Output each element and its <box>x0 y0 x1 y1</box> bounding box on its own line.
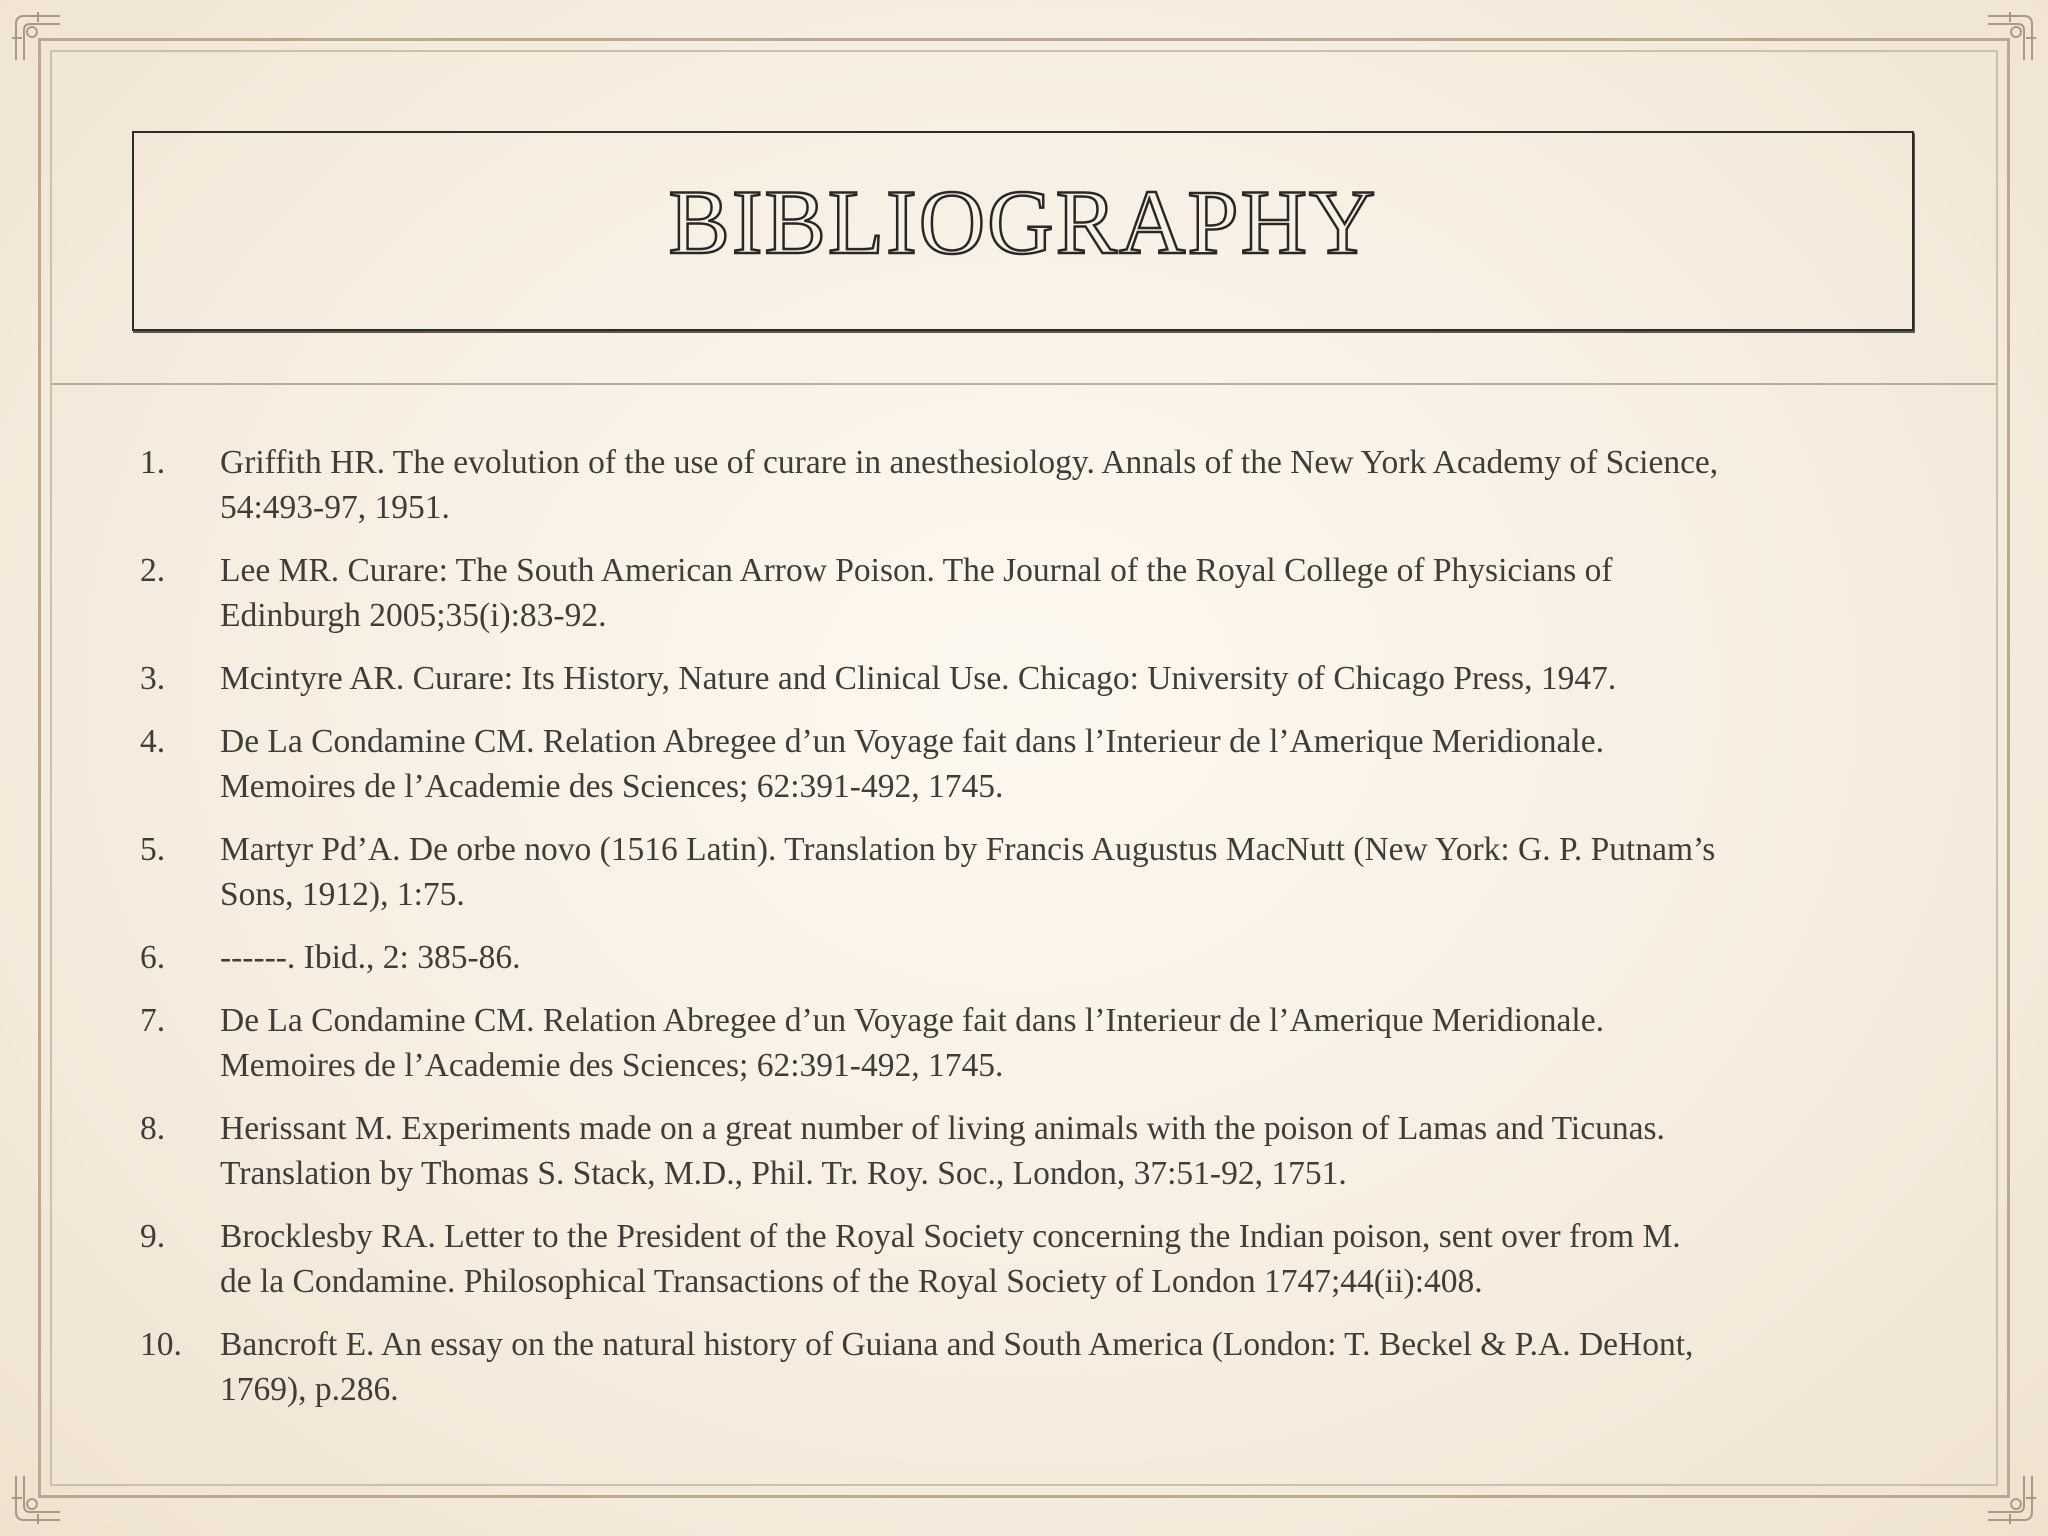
list-item <box>140 1106 1920 1196</box>
list-item <box>140 827 1920 917</box>
corner-ornament-icon <box>1982 1470 2038 1526</box>
list-item <box>140 935 1920 980</box>
list-item <box>140 1214 1920 1304</box>
reference-text-line: De La Condamine CM. Relation Abregee d’un Voyage fait dans l’Interieur de l’Amerique Meridionale. <box>220 1002 1604 1039</box>
reference-text-line: Martyr Pd’A. De orbe novo (1516 Latin). Translation by Francis Augustus MacNutt (New York: G. P. Putnam’s <box>220 831 1716 868</box>
reference-number: 2. <box>140 552 166 589</box>
divider <box>52 383 1996 385</box>
list-item <box>140 719 1920 809</box>
reference-text-line: 54:493-97, 1951. <box>220 489 450 526</box>
corner-ornament-icon <box>1982 10 2038 66</box>
reference-text-line: Memoires de l’Academie des Sciences; 62:391-492, 1745. <box>220 1047 1004 1084</box>
reference-number: 3. <box>140 660 166 697</box>
reference-number: 4. <box>140 723 166 760</box>
list-item <box>140 998 1920 1088</box>
reference-number: 9. <box>140 1218 166 1255</box>
reference-text-line: Bancroft E. An essay on the natural history of Guiana and South America (London: T. Beckel & P.A. DeHont, <box>220 1326 1694 1363</box>
page-title: BIBLIOGRAPHY <box>668 171 1378 273</box>
reference-text-line: Herissant M. Experiments made on a great number of living animals with the poison of Lamas and Ticunas. <box>220 1110 1665 1147</box>
reference-text-line: 1769), p.286. <box>220 1371 399 1408</box>
reference-number: 1. <box>140 444 166 481</box>
list-item <box>140 440 1920 530</box>
corner-ornament-icon <box>10 10 66 66</box>
reference-number: 6. <box>140 939 166 976</box>
list-item <box>140 656 1920 701</box>
reference-number: 5. <box>140 831 166 868</box>
reference-text-line: Brocklesby RA. Letter to the President of the Royal Society concerning the Indian poison, sent over from M. <box>220 1218 1681 1255</box>
reference-text-line: Mcintyre AR. Curare: Its History, Nature and Clinical Use. Chicago: University of Chicago Press, 1947. <box>220 660 1617 697</box>
reference-text-line: Lee MR. Curare: The South American Arrow Poison. The Journal of the Royal College of Physicians of <box>220 552 1613 589</box>
reference-text-line: Griffith HR. The evolution of the use of curare in anesthesiology. Annals of the New York Academy of Science, <box>220 444 1719 481</box>
corner-ornament-icon <box>10 1470 66 1526</box>
reference-text-line: Sons, 1912), 1:75. <box>220 876 465 913</box>
reference-number: 7. <box>140 1002 166 1039</box>
reference-text-line: De La Condamine CM. Relation Abregee d’un Voyage fait dans l’Interieur de l’Amerique Meridionale. <box>220 723 1604 760</box>
reference-list <box>140 440 1920 1430</box>
reference-text-line: ------. Ibid., 2: 385-86. <box>220 939 521 976</box>
title-box <box>132 131 1914 331</box>
reference-number: 8. <box>140 1110 166 1147</box>
reference-number: 10. <box>140 1326 182 1363</box>
reference-text-line: Edinburgh 2005;35(i):83-92. <box>220 597 607 634</box>
reference-text-line: Memoires de l’Academie des Sciences; 62:391-492, 1745. <box>220 768 1004 805</box>
reference-text-line: Translation by Thomas S. Stack, M.D., Phil. Tr. Roy. Soc., London, 37:51-92, 1751. <box>220 1155 1347 1192</box>
list-item <box>140 548 1920 638</box>
list-item <box>140 1322 1920 1412</box>
reference-text-line: de la Condamine. Philosophical Transactions of the Royal Society of London 1747;44(ii):408. <box>220 1263 1483 1300</box>
